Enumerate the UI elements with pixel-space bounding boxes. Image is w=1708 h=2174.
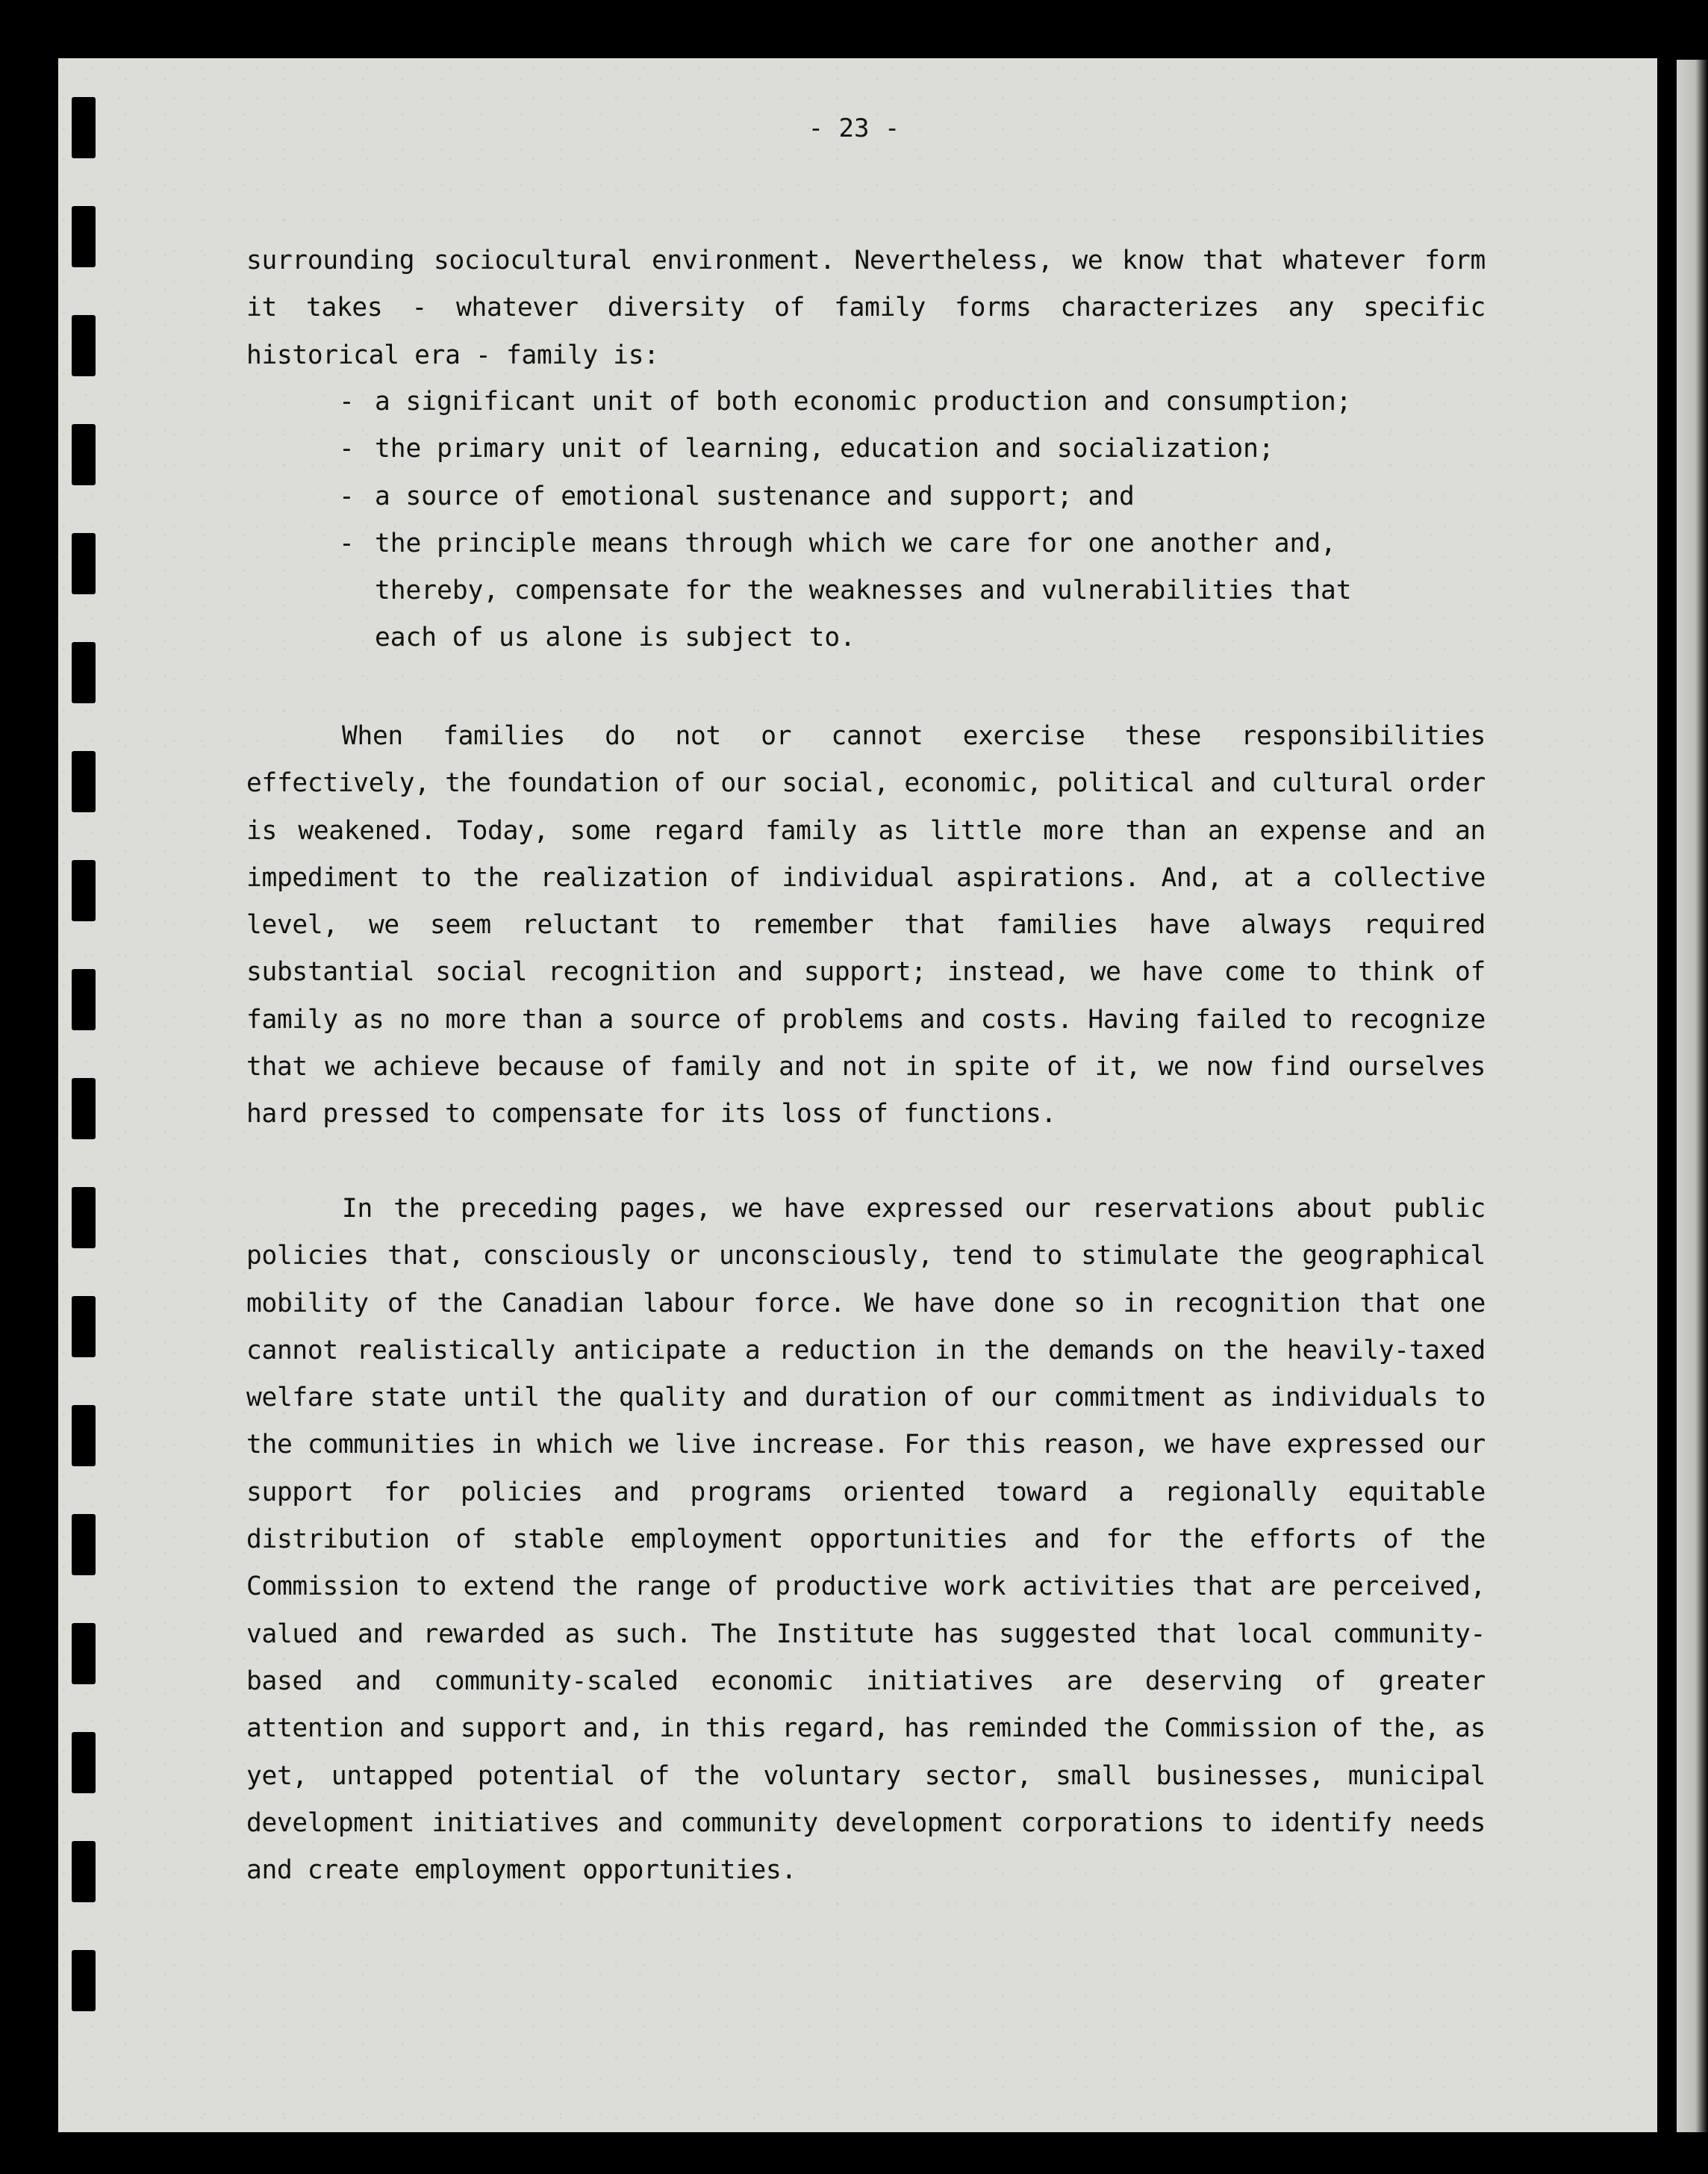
bullet-dash: - bbox=[339, 481, 355, 511]
list-item-text: a significant unit of both economic production and consumption; bbox=[375, 387, 1352, 417]
body-paragraph-2-text: In the preceding pages, we have expressed our reservations about public policies that, consciously or unconsciously, tend to stimulate the geographical mobility of the Canadian labour force. We have done so in recognition that one cannot realistically anticipate a reduction in the demands on the heavily-taxed welfare state until the quality and duration of our commitment as individuals to the communities in which we live increase. For this reason, we have expressed our support for policies and programs oriented toward a regionally equitable distribution of stable employment opportunities and for the efforts of the Commission to extend the range of productive work activities that are perceived, valued and rewarded as such. The Institute has suggested that local community-based and community-scaled economic initiatives are deserving of greater attention and support and, in this regard, has reminded the Commission of the, as yet, untapped potential of the voluntary sector, small businesses, municipal development initiatives and community development corporations to identify needs and create employment opportunities. bbox=[246, 1194, 1486, 1886]
perforation-hole bbox=[72, 1078, 96, 1139]
list-item-text: a source of emotional sustenance and support; and bbox=[375, 481, 1135, 511]
perforation-strip bbox=[72, 97, 97, 2113]
perforation-hole bbox=[72, 1405, 96, 1466]
list-item-text: the primary unit of learning, education and socialization; bbox=[375, 434, 1274, 464]
body-paragraph-1 bbox=[246, 713, 1486, 1139]
list-item-text: the principle means through which we care for one another and, thereby, compensate for the weaknesses and vulnerabilities that each of us alone is subject to. bbox=[375, 528, 1352, 653]
perforation-hole bbox=[72, 315, 96, 376]
perforation-hole bbox=[72, 206, 96, 267]
perforation-hole bbox=[72, 860, 96, 921]
body-paragraph-1-text: When families do not or cannot exercise these responsibilities effectively, the foundation of our social, economic, political and cultural order is weakened. Today, some regard family as little more than an expense and an impediment to the realization of individual aspirations. And, at a collective level, we seem reluctant to remember that families have always required substantial social recognition and support; instead, we have come to think of family as no more than a source of problems and costs. Having failed to recognize that we achieve because of family and not in spite of it, we now find ourselves hard pressed to compensate for its loss of functions. bbox=[246, 721, 1486, 1130]
bullet-dash: - bbox=[339, 528, 355, 558]
perforation-hole bbox=[72, 751, 96, 812]
perforation-hole bbox=[72, 642, 96, 703]
intro-paragraph: surrounding sociocultural environment. Nevertheless, we know that whatever form it takes - whatever diversity of family forms characterizes any specific historical era - family is: bbox=[246, 246, 1486, 370]
perforation-hole bbox=[72, 1950, 96, 2011]
perforation-hole bbox=[72, 969, 96, 1030]
perforation-hole bbox=[72, 1623, 96, 1684]
list-item bbox=[339, 426, 1406, 473]
perforation-hole bbox=[72, 1187, 96, 1248]
perforation-hole bbox=[72, 1841, 96, 1902]
family-functions-list bbox=[339, 379, 1406, 662]
perforation-hole bbox=[72, 424, 96, 485]
perforation-hole bbox=[72, 1732, 96, 1793]
paper-right-edge bbox=[1677, 60, 1708, 2132]
list-item bbox=[339, 520, 1406, 662]
perforation-hole bbox=[72, 533, 96, 594]
page-number: - 23 - bbox=[808, 113, 900, 143]
list-item bbox=[339, 379, 1406, 426]
bullet-dash: - bbox=[339, 434, 355, 464]
perforation-hole bbox=[72, 1514, 96, 1575]
body-paragraph-2 bbox=[246, 1186, 1486, 1894]
list-item bbox=[339, 473, 1406, 520]
perforation-hole bbox=[72, 1296, 96, 1357]
bullet-dash: - bbox=[339, 387, 355, 417]
